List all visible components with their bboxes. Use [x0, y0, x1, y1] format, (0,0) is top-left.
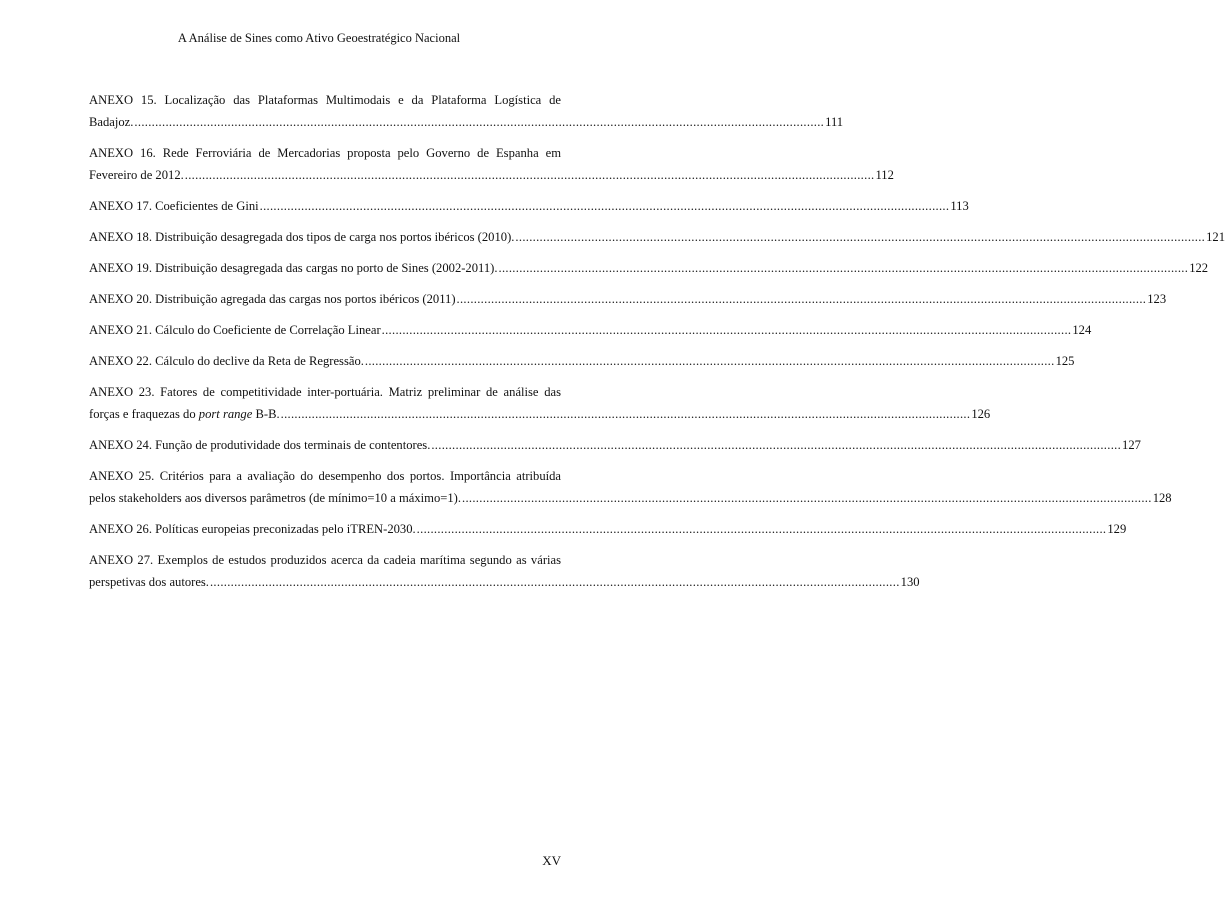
- toc-entry-anexo-22[interactable]: [89, 350, 1075, 372]
- dot-leader: ........................................................................................................................................................................................................: [498, 261, 1189, 275]
- dot-leader: ........................................................................................................................................................................................................: [134, 115, 825, 129]
- toc-entry-text: ANEXO 17. Coeficientes de Gini: [89, 199, 259, 213]
- toc-entry-text: ANEXO 24. Função de produtividade dos terminais de contentores.: [89, 438, 431, 452]
- toc-entry-text: ANEXO 26. Políticas europeias preconizadas pelo iTREN-2030.: [89, 522, 416, 536]
- dot-leader: ........................................................................................................................................................................................................: [515, 230, 1206, 244]
- toc-entry-text-last-line: Badajoz.: [89, 115, 134, 129]
- dot-leader: ........................................................................................................................................................................................................: [431, 438, 1122, 452]
- toc-entry-text-line: ANEXO 23. Fatores de competitividade inter-portuária. Matriz preliminar de análise das: [89, 385, 561, 399]
- toc-entry-text: ANEXO 21. Cálculo do Coeficiente de Correlação Linear: [89, 323, 381, 337]
- toc-entry-anexo-27[interactable]: [89, 549, 920, 593]
- toc-entry-text: ANEXO 18. Distribuição desagregada dos tipos de carga nos portos ibéricos (2010).: [89, 230, 515, 244]
- dot-leader: ........................................................................................................................................................................................................: [364, 354, 1055, 368]
- toc-page-number: 128: [1152, 491, 1172, 505]
- toc-page-number: 130: [900, 575, 920, 589]
- toc-entry-text-segment: forças e fraquezas do: [89, 407, 199, 421]
- toc-page-number: 124: [1072, 323, 1092, 337]
- toc-page-number: 111: [825, 115, 844, 129]
- toc-page-number: 129: [1107, 522, 1127, 536]
- toc-entry-text-italic: port range: [198, 407, 253, 421]
- toc-page-number: 121: [1206, 230, 1225, 244]
- toc-page-number: 125: [1055, 354, 1075, 368]
- toc-entry-text-line: ANEXO 16. Rede Ferroviária de Mercadorias proposta pelo Governo de Espanha em: [89, 146, 561, 160]
- toc-entry-text: ANEXO 22. Cálculo do declive da Reta de Regressão.: [89, 354, 364, 368]
- toc-page-number: 112: [875, 168, 894, 182]
- toc-entry-anexo-17[interactable]: [89, 195, 969, 217]
- dot-leader: ........................................................................................................................................................................................................: [381, 323, 1072, 337]
- dot-leader: ........................................................................................................................................................................................................: [209, 575, 900, 589]
- toc-entry-anexo-19[interactable]: [89, 257, 1209, 279]
- toc-entry-anexo-15[interactable]: [89, 89, 844, 133]
- toc-entry-anexo-26[interactable]: [89, 518, 1127, 540]
- toc-entry-text-last-line: pelos stakeholders aos diversos parâmetros (de mínimo=10 a máximo=1).: [89, 491, 461, 505]
- toc-entry-text-line: ANEXO 15. Localização das Plataformas Multimodais e da Plataforma Logística de: [89, 93, 561, 107]
- toc-entry-text-last-line: [89, 403, 280, 425]
- toc-entry-text: ANEXO 19. Distribuição desagregada das cargas no porto de Sines (2002-2011).: [89, 261, 498, 275]
- toc-entry-text-segment: B-B.: [252, 407, 280, 421]
- toc-entry-anexo-23[interactable]: [89, 381, 991, 425]
- toc-entry-anexo-21[interactable]: [89, 319, 1092, 341]
- toc-entry-anexo-24[interactable]: [89, 434, 1141, 456]
- toc-page-number: 122: [1189, 261, 1209, 275]
- toc-entry-anexo-25[interactable]: [89, 465, 1172, 509]
- toc-page-number: 126: [971, 407, 991, 421]
- toc-page-number: 113: [950, 199, 969, 213]
- toc-page-number: 127: [1122, 438, 1141, 452]
- toc-entry-text-last-line: Fevereiro de 2012.: [89, 168, 184, 182]
- dot-leader: ........................................................................................................................................................................................................: [280, 407, 971, 421]
- dot-leader: ........................................................................................................................................................................................................: [259, 199, 950, 213]
- toc-entry-text: ANEXO 20. Distribuição agregada das cargas nos portos ibéricos (2011): [89, 292, 456, 306]
- running-header: A Análise de Sines como Ativo Geoestratégico Nacional: [177, 31, 461, 45]
- dot-leader: ........................................................................................................................................................................................................: [416, 522, 1107, 536]
- table-of-contents: [89, 89, 1225, 602]
- toc-entry-text-line: ANEXO 27. Exemplos de estudos produzidos acerca da cadeia marítima segundo as várias: [89, 553, 561, 567]
- toc-entry-anexo-16[interactable]: [89, 142, 894, 186]
- dot-leader: ........................................................................................................................................................................................................: [456, 292, 1147, 306]
- page-number: XV: [542, 853, 561, 868]
- toc-entry-text-last-line: perspetivas dos autores.: [89, 575, 209, 589]
- toc-entry-anexo-18[interactable]: [89, 226, 1225, 248]
- toc-entry-anexo-20[interactable]: [89, 288, 1167, 310]
- toc-page-number: 123: [1147, 292, 1167, 306]
- dot-leader: ........................................................................................................................................................................................................: [462, 491, 1152, 505]
- toc-entry-text-line: ANEXO 25. Critérios para a avaliação do desempenho dos portos. Importância atribuída: [89, 469, 561, 483]
- dot-leader: ........................................................................................................................................................................................................: [184, 168, 875, 182]
